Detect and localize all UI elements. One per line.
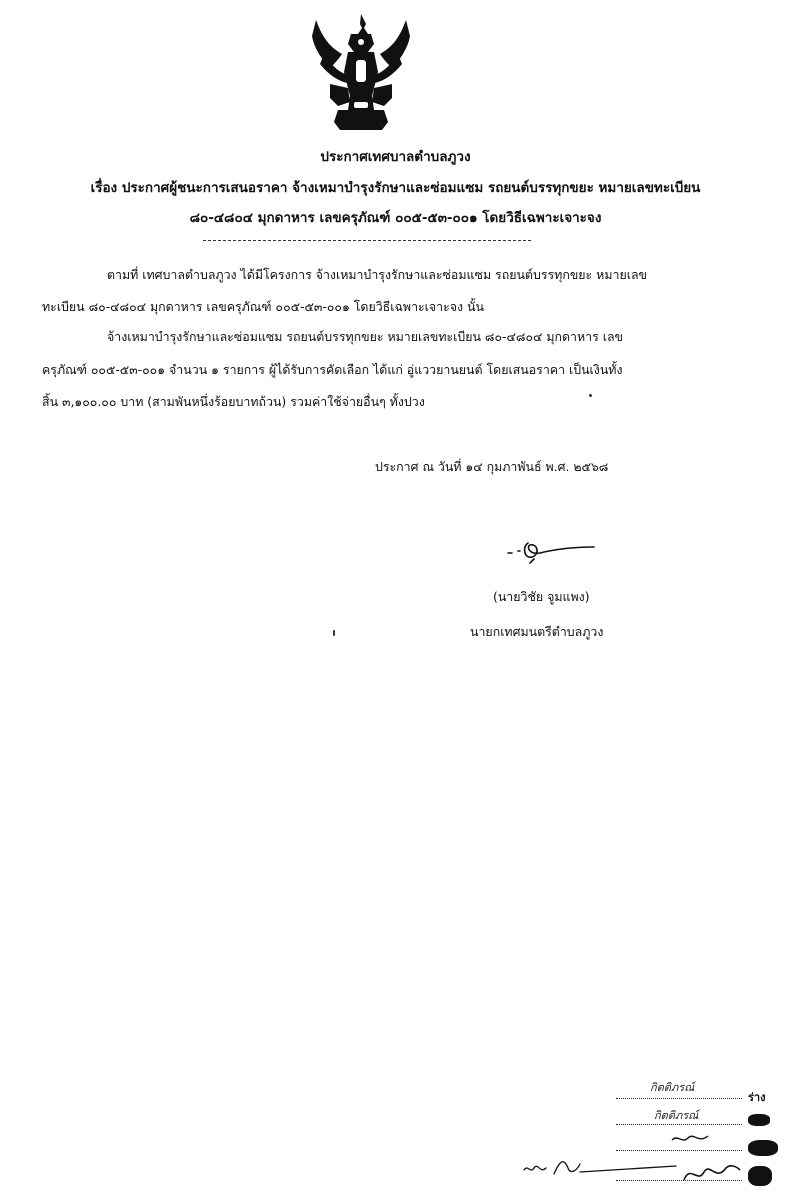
signature-mark <box>500 535 600 565</box>
handwritten-initial-2: กิตติภรณ์ <box>654 1109 699 1122</box>
paragraph-2-line-3: สิ้น ๓,๑๐๐.๐๐ บาท (สามพันหนึ่งร้อยบาทถ้วน) รวมค่าใช้จ่ายอื่นๆ ทั้งปวง <box>42 394 425 409</box>
dotted-line <box>616 1180 742 1181</box>
redacted-mark <box>748 1114 770 1126</box>
speck <box>333 630 335 636</box>
subject-line-1: เรื่อง ประกาศผู้ชนะการเสนอราคา จ้างเหมาบำรุงรักษาและซ่อมแซม รถยนต์บรรทุกขยะ หมายเลขทะเบียน <box>90 180 701 196</box>
redacted-mark <box>748 1140 778 1156</box>
handwritten-mark <box>670 1130 710 1148</box>
dotted-line <box>616 1124 742 1125</box>
date-line: ประกาศ ณ วันที่ ๑๔ กุมภาพันธ์ พ.ศ. ๒๕๖๘ <box>375 459 609 474</box>
handwritten-initial-1: กิตติภรณ์ <box>650 1081 695 1094</box>
signatory-name: (นายวิชัย จูมแพง) <box>493 589 590 604</box>
dotted-line <box>616 1150 742 1151</box>
signatory-position: นายกเทศมนตรีตำบลภูวง <box>470 624 604 639</box>
divider-dashed <box>203 240 531 241</box>
approval-initials-block <box>520 1070 791 1200</box>
handwritten-mark <box>520 1154 680 1182</box>
announcement-title: ประกาศเทศบาลตำบลภูวง <box>320 149 471 165</box>
subject-line-2: ๘๐-๔๘๐๔ มุกดาหาร เลขครุภัณฑ์ ๐๐๕-๕๓-๐๐๑ โดยวิธีเฉพาะเจาะจง <box>189 210 602 226</box>
paragraph-1-line-1: ตามที่ เทศบาลตำบลภูวง ได้มีโครงการ จ้างเหมาบำรุงรักษาและซ่อมแซม รถยนต์บรรทุกขยะ หมายเลข <box>107 267 648 282</box>
paragraph-2-line-2: ครุภัณฑ์ ๐๐๕-๕๓-๐๐๑ จำนวน ๑ รายการ ผู้ได้รับการคัดเลือก ได้แก่ อู่แววยานยนต์ โดยเสนอราคา เป็นเงินทั้ง <box>42 362 623 377</box>
redacted-mark <box>748 1166 772 1186</box>
speck <box>589 394 592 397</box>
handwritten-mark <box>680 1158 742 1186</box>
paragraph-2-line-1: จ้างเหมาบำรุงรักษาและซ่อมแซม รถยนต์บรรทุกขยะ หมายเลขทะเบียน ๘๐-๔๘๐๔ มุกดาหาร เลข <box>107 329 624 344</box>
draft-label: ร่าง <box>748 1091 766 1104</box>
paragraph-1-line-2: ทะเบียน ๘๐-๔๘๐๔ มุกดาหาร เลขครุภัณฑ์ ๐๐๕-๕๓-๐๐๑ โดยวิธีเฉพาะเจาะจง นั้น <box>42 299 484 314</box>
dotted-line <box>616 1098 742 1099</box>
garuda-emblem-icon <box>308 10 414 136</box>
